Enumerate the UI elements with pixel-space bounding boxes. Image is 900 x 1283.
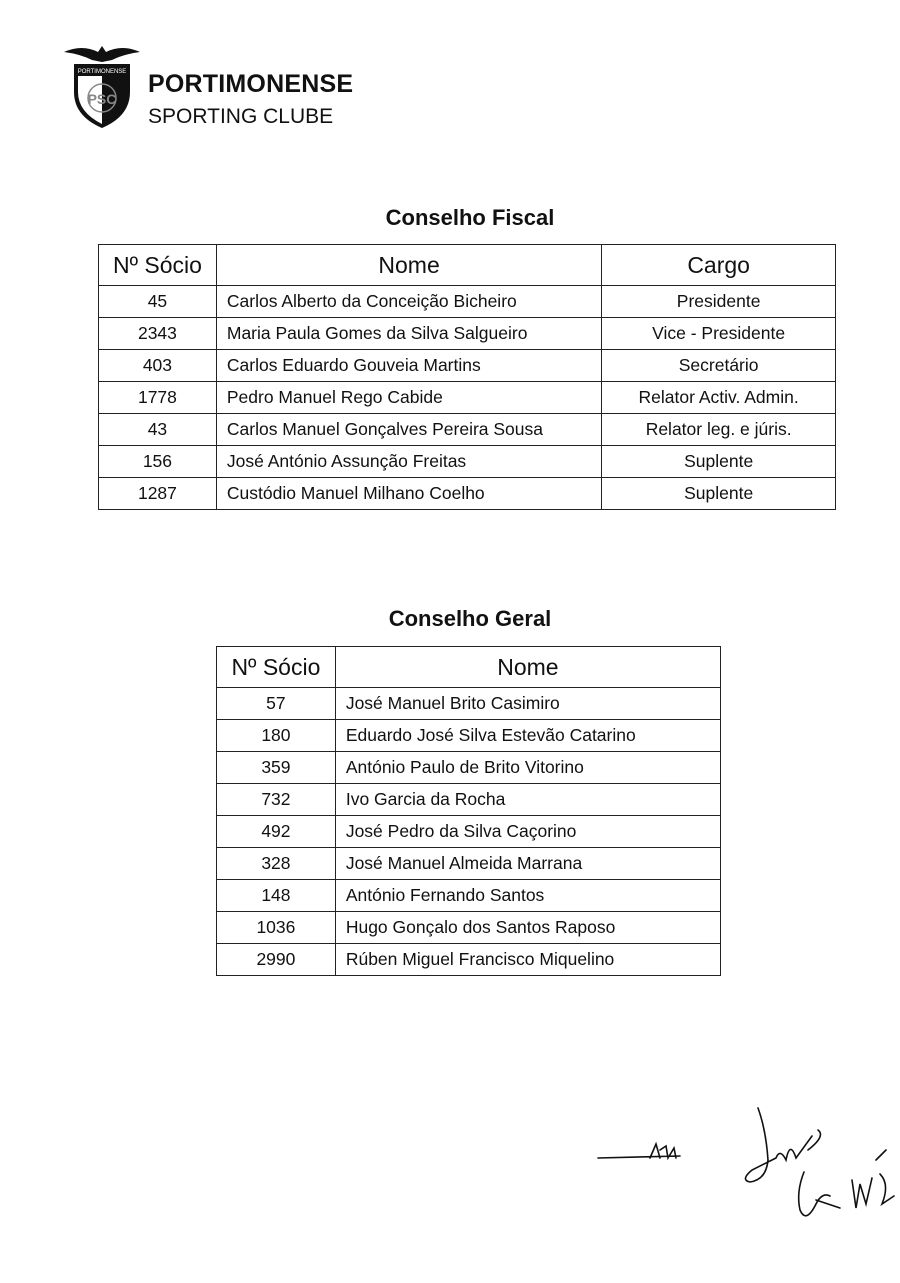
nome-cell: António Paulo de Brito Vitorino — [335, 752, 720, 784]
socio-cell: 403 — [99, 350, 217, 382]
socio-cell: 43 — [99, 414, 217, 446]
club-header — [62, 42, 362, 142]
socio-cell: 180 — [217, 720, 336, 752]
socio-cell: 492 — [217, 816, 336, 848]
nome-cell: Carlos Eduardo Gouveia Martins — [216, 350, 601, 382]
cargo-cell: Suplente — [602, 446, 836, 478]
table-header-row — [217, 647, 721, 688]
table-row — [217, 848, 721, 880]
socio-cell: 1778 — [99, 382, 217, 414]
nome-cell: Maria Paula Gomes da Silva Salgueiro — [216, 318, 601, 350]
table-row — [99, 286, 836, 318]
socio-cell: 156 — [99, 446, 217, 478]
table-row — [99, 414, 836, 446]
socio-cell: 45 — [99, 286, 217, 318]
nome-cell: Ivo Garcia da Rocha — [335, 784, 720, 816]
table-row — [217, 752, 721, 784]
table-row — [217, 944, 721, 976]
socio-cell: 1287 — [99, 478, 217, 510]
nome-cell: José António Assunção Freitas — [216, 446, 601, 478]
socio-cell: 57 — [217, 688, 336, 720]
table-row — [217, 880, 721, 912]
table-row — [99, 318, 836, 350]
cargo-cell: Relator Activ. Admin. — [602, 382, 836, 414]
nome-cell: Custódio Manuel Milhano Coelho — [216, 478, 601, 510]
socio-cell: 148 — [217, 880, 336, 912]
nome-cell: Hugo Gonçalo dos Santos Raposo — [335, 912, 720, 944]
cargo-cell: Secretário — [602, 350, 836, 382]
nome-cell: Pedro Manuel Rego Cabide — [216, 382, 601, 414]
nome-cell: José Manuel Almeida Marrana — [335, 848, 720, 880]
signature-4 — [852, 1150, 894, 1208]
svg-text:PORTIMONENSE: PORTIMONENSE — [77, 69, 127, 75]
socio-cell: 1036 — [217, 912, 336, 944]
cargo-cell: Vice - Presidente — [602, 318, 836, 350]
conselho-geral-title: Conselho Geral — [388, 606, 552, 631]
socio-cell: 2343 — [99, 318, 217, 350]
table-row — [217, 720, 721, 752]
nome-cell: António Fernando Santos — [335, 880, 720, 912]
conselho-geral-table — [216, 646, 721, 976]
club-crest-logo — [62, 42, 142, 132]
nome-cell: Carlos Alberto da Conceição Bicheiro — [216, 286, 601, 318]
column-header-nome: Nome — [335, 647, 720, 688]
socio-cell: 732 — [217, 784, 336, 816]
table-row — [99, 478, 836, 510]
cargo-cell: Presidente — [602, 286, 836, 318]
signature-2 — [745, 1108, 820, 1182]
table-row — [99, 446, 836, 478]
svg-text:PSC: PSC — [87, 91, 117, 107]
signature-1 — [598, 1144, 680, 1158]
conselho-fiscal-title: Conselho Fiscal — [385, 205, 555, 230]
club-subtitle: SPORTING CLUBE — [148, 105, 334, 128]
nome-cell: Eduardo José Silva Estevão Catarino — [335, 720, 720, 752]
nome-cell: José Pedro da Silva Caçorino — [335, 816, 720, 848]
conselho-fiscal-table — [98, 244, 836, 510]
nome-cell: José Manuel Brito Casimiro — [335, 688, 720, 720]
nome-cell: Carlos Manuel Gonçalves Pereira Sousa — [216, 414, 601, 446]
table-row — [217, 784, 721, 816]
cargo-cell: Suplente — [602, 478, 836, 510]
column-header-nome: Nome — [216, 245, 601, 286]
table-row — [99, 382, 836, 414]
signature-3 — [799, 1172, 840, 1216]
socio-cell: 359 — [217, 752, 336, 784]
club-name: PORTIMONENSE — [148, 70, 354, 98]
handwritten-signatures — [590, 1100, 900, 1250]
column-header-socio: Nº Sócio — [99, 245, 217, 286]
column-header-cargo: Cargo — [602, 245, 836, 286]
socio-cell: 328 — [217, 848, 336, 880]
table-header-row — [99, 245, 836, 286]
column-header-socio: Nº Sócio — [217, 647, 336, 688]
cargo-cell: Relator leg. e júris. — [602, 414, 836, 446]
nome-cell: Rúben Miguel Francisco Miquelino — [335, 944, 720, 976]
socio-cell: 2990 — [217, 944, 336, 976]
table-row — [217, 816, 721, 848]
table-row — [217, 912, 721, 944]
table-row — [217, 688, 721, 720]
table-row — [99, 350, 836, 382]
